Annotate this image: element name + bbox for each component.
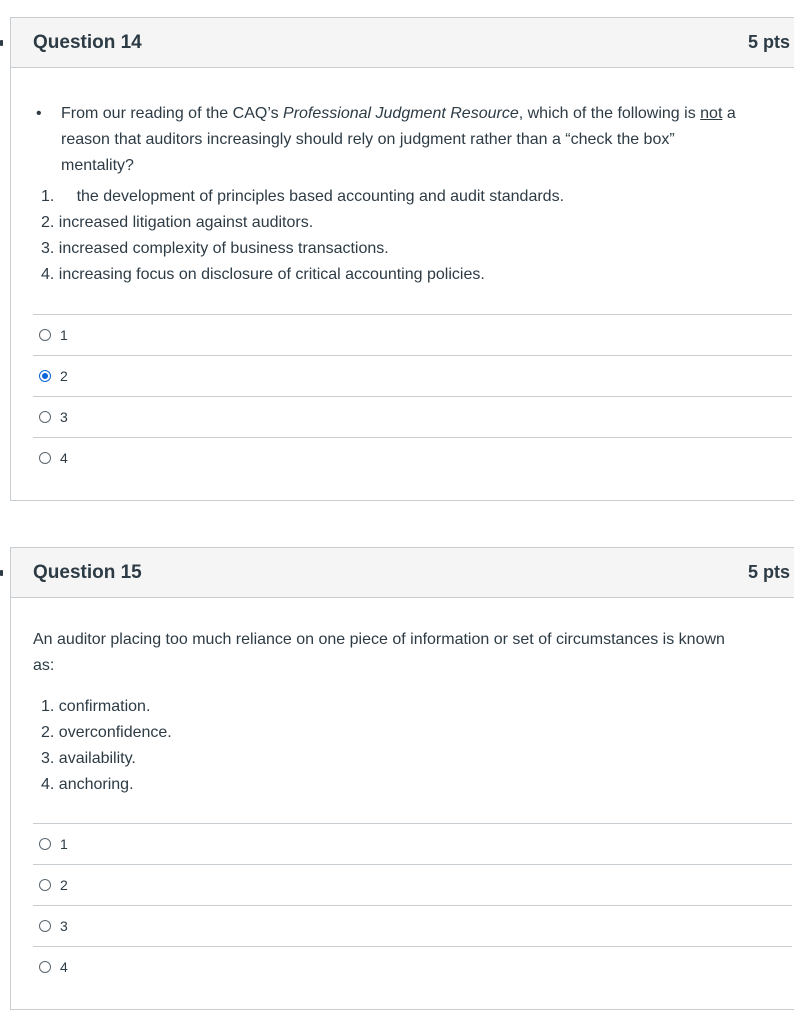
answer-option-2[interactable]	[33, 864, 792, 905]
question-14-points: 5 pts	[747, 32, 790, 52]
answer-option-3[interactable]	[33, 396, 792, 437]
answer-label: 3	[60, 409, 68, 425]
answer-option-1[interactable]	[33, 823, 792, 864]
answer-option-1[interactable]	[33, 314, 792, 355]
question-15-title: Question 15	[33, 561, 142, 583]
answer-label: 2	[60, 368, 68, 384]
question-14-prompt-text	[61, 101, 736, 179]
list-item: 4. anchoring.	[41, 776, 134, 793]
question-15-prompt	[33, 627, 783, 679]
list-item: 3. availability.	[41, 750, 136, 767]
question-14-flag-marker[interactable]	[0, 40, 3, 46]
question-15-points: 5 pts	[747, 562, 790, 582]
prompt-text-part: a	[722, 105, 736, 122]
question-14-title: Question 14	[33, 31, 142, 53]
answer-label: 1	[60, 836, 68, 852]
prompt-line: as:	[33, 657, 55, 674]
prompt-italic-title: Professional Judgment Resource	[283, 105, 519, 122]
radio-button[interactable]	[39, 452, 51, 464]
question-15-header	[11, 548, 794, 598]
question-14-prompt	[36, 101, 776, 179]
question-14	[10, 17, 794, 501]
answer-option-4[interactable]	[33, 437, 792, 478]
question-14-header	[11, 18, 794, 68]
radio-button[interactable]	[39, 920, 51, 932]
list-item: 4. increasing focus on disclosure of critical accounting policies.	[41, 266, 485, 283]
prompt-line: An auditor placing too much reliance on one piece of information or set of circumstances is known	[33, 631, 725, 648]
radio-button[interactable]	[39, 879, 51, 891]
list-item: 1. confirmation.	[41, 698, 151, 715]
answer-label: 1	[60, 327, 68, 343]
radio-button[interactable]	[39, 838, 51, 850]
question-14-options-list	[41, 184, 564, 288]
answer-label: 4	[60, 450, 68, 466]
answer-option-3[interactable]	[33, 905, 792, 946]
answer-label: 3	[60, 918, 68, 934]
prompt-line: reason that auditors increasingly should rely on judgment rather than a “check the box”	[61, 131, 675, 148]
question-14-answers	[33, 314, 792, 478]
list-item: 2. overconfidence.	[41, 724, 172, 741]
prompt-line: mentality?	[61, 157, 134, 174]
question-15-flag-marker[interactable]	[0, 570, 3, 576]
question-15	[10, 547, 794, 1010]
question-15-answers	[33, 823, 792, 987]
question-15-options-list	[41, 694, 172, 798]
prompt-text-part: , which of the following is	[518, 105, 701, 122]
list-item: 3. increased complexity of business transactions.	[41, 240, 389, 257]
prompt-text-part: From our reading of the CAQ’s	[61, 105, 284, 122]
radio-button[interactable]	[39, 411, 51, 423]
list-item: 1. the development of principles based accounting and audit standards.	[41, 188, 565, 205]
bullet-icon: •	[36, 105, 42, 122]
answer-option-4[interactable]	[33, 946, 792, 987]
radio-button-selected[interactable]	[39, 370, 51, 382]
radio-button[interactable]	[39, 961, 51, 973]
answer-label: 2	[60, 877, 68, 893]
answer-option-2[interactable]	[33, 355, 792, 396]
list-item: 2. increased litigation against auditors.	[41, 214, 314, 231]
prompt-underlined-word: not	[700, 105, 723, 122]
radio-button[interactable]	[39, 329, 51, 341]
answer-label: 4	[60, 959, 68, 975]
